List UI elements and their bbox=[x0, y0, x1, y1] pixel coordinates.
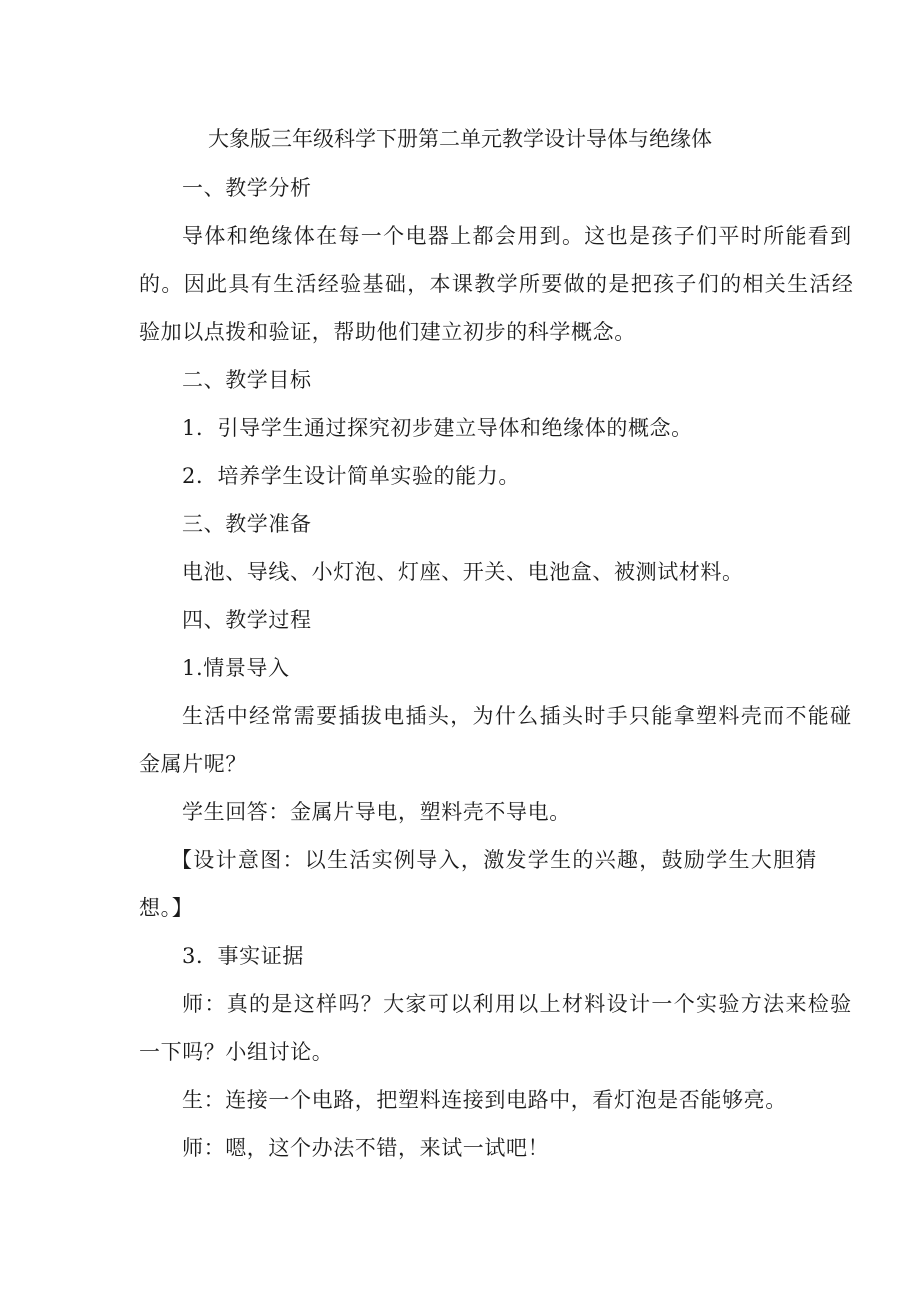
dialogue-line: 师：真的是这样吗？大家可以利用以上材料设计一个实验方法来检验 bbox=[182, 992, 853, 1016]
paragraph-line: 生活中经常需要插拔电插头，为什么插头时手只能拿塑料壳而不能碰 bbox=[182, 704, 853, 728]
document-title: 大象版三年级科学下册第二单元教学设计导体与绝缘体 bbox=[208, 127, 712, 151]
dialogue-line: 一下吗？小组讨论。 bbox=[139, 1040, 334, 1064]
paragraph-line: 电池、导线、小灯泡、灯座、开关、电池盒、被测试材料。 bbox=[182, 560, 744, 584]
design-intent-note: 想。】 bbox=[139, 896, 194, 920]
section-heading-preparation: 三、教学准备 bbox=[182, 512, 312, 536]
list-item: 1．引导学生通过探究初步建立导体和绝缘体的概念。 bbox=[182, 416, 693, 440]
section-heading-goals: 二、教学目标 bbox=[182, 368, 312, 392]
design-intent-note: 【设计意图：以生活实例导入，激发学生的兴趣，鼓励学生大胆猜 bbox=[171, 848, 818, 872]
subsection-heading: 1.情景导入 bbox=[182, 656, 290, 680]
dialogue-line: 生：连接一个电路，把塑料连接到电路中，看灯泡是否能够亮。 bbox=[182, 1088, 787, 1112]
paragraph-line: 学生回答：金属片导电，塑料壳不导电。 bbox=[182, 800, 571, 824]
dialogue-line: 师：嗯，这个办法不错，来试一试吧！ bbox=[182, 1136, 550, 1160]
paragraph-line: 金属片呢？ bbox=[139, 752, 247, 776]
paragraph-line: 导体和绝缘体在每一个电器上都会用到。这也是孩子们平时所能看到 bbox=[182, 224, 853, 248]
list-item: 2．培养学生设计简单实验的能力。 bbox=[182, 464, 520, 488]
subsection-heading: 3．事实证据 bbox=[182, 944, 304, 968]
paragraph-line: 的。因此具有生活经验基础，本课教学所要做的是把孩子们的相关生活经 bbox=[139, 272, 855, 296]
section-heading-process: 四、教学过程 bbox=[182, 608, 312, 632]
paragraph-line: 验加以点拨和验证，帮助他们建立初步的科学概念。 bbox=[139, 320, 636, 344]
section-heading-analysis: 一、教学分析 bbox=[182, 176, 312, 200]
